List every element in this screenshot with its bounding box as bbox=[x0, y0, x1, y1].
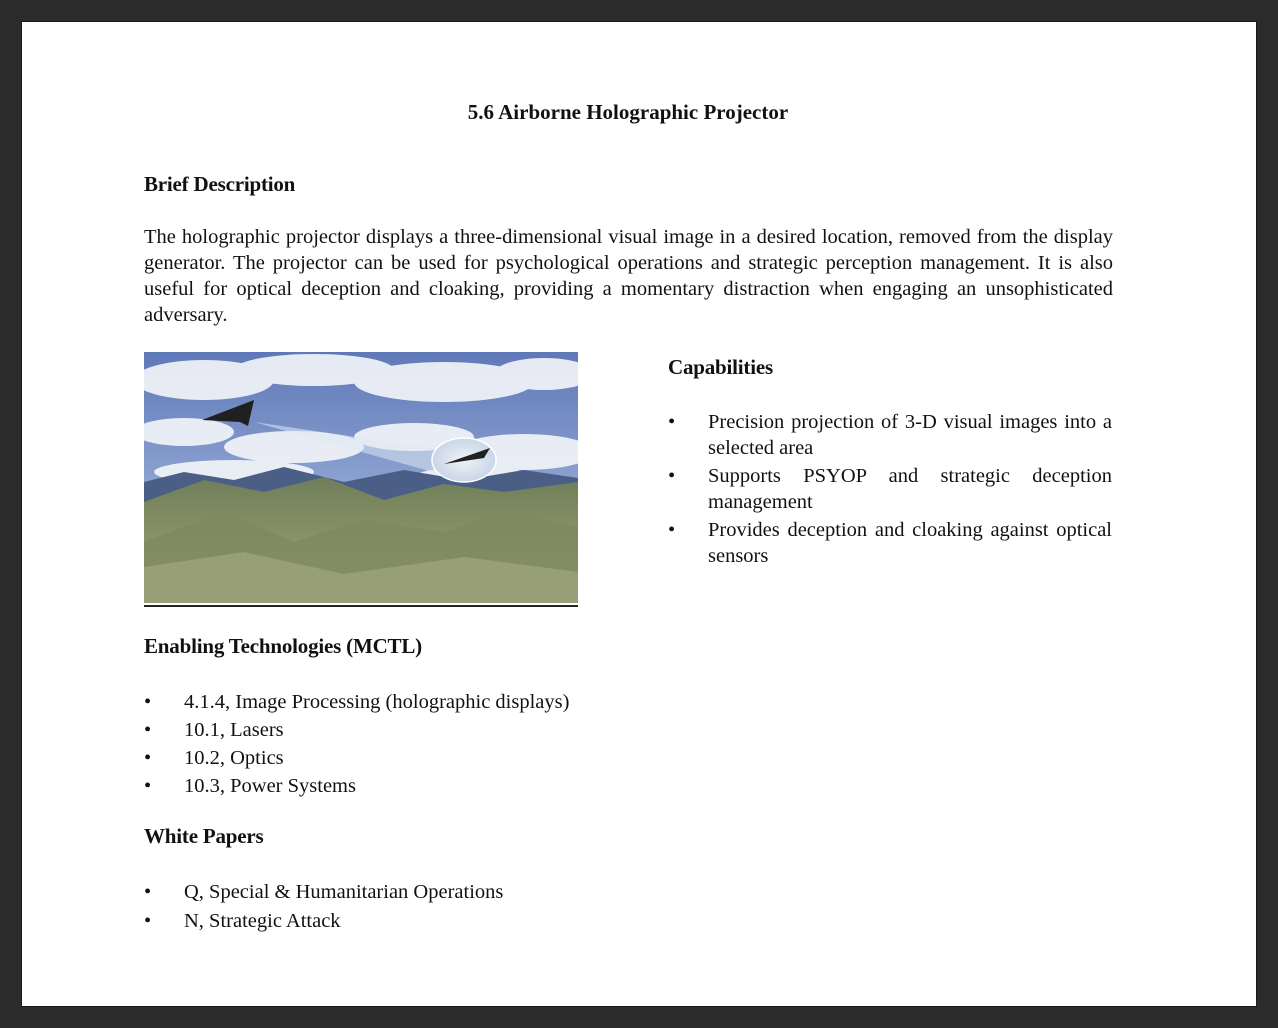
technology-text: 10.1, Lasers bbox=[184, 719, 284, 741]
list-item bbox=[144, 688, 664, 716]
bullet: • bbox=[144, 881, 152, 903]
capability-text: Supports PSYOP and strategic deception management bbox=[708, 465, 1112, 513]
brief-description-text: The holographic projector displays a three-dimensional visual image in a desired location, removed from the display generator. The projector can be used for psychological operations and strategic perception management. It is also useful for optical deception and cloaking, providing a momentary distraction when engaging an unsophisticated adversary. bbox=[144, 226, 1113, 326]
white-papers-list bbox=[144, 878, 664, 936]
enabling-technologies-heading: Enabling Technologies (MCTL) bbox=[144, 634, 422, 658]
technology-text: 4.1.4, Image Processing (holographic displays) bbox=[184, 691, 570, 713]
white-papers-heading: White Papers bbox=[144, 824, 264, 848]
bullet: • bbox=[144, 910, 152, 932]
bullet: • bbox=[668, 519, 676, 541]
list-item bbox=[668, 409, 1112, 461]
capability-text: Provides deception and cloaking against optical sensors bbox=[708, 519, 1112, 567]
illustration-graphic bbox=[144, 352, 578, 603]
list-item bbox=[144, 716, 664, 744]
bullet: • bbox=[144, 719, 152, 741]
list-item bbox=[144, 878, 664, 907]
capabilities-heading: Capabilities bbox=[668, 355, 773, 379]
bullet: • bbox=[668, 465, 676, 487]
enabling-technologies-list bbox=[144, 688, 664, 800]
capabilities-list bbox=[668, 409, 1112, 571]
capability-text: Precision projection of 3-D visual images into a selected area bbox=[708, 411, 1112, 459]
bullet: • bbox=[144, 775, 152, 797]
list-item bbox=[144, 907, 664, 936]
holographic-projection-illustration bbox=[144, 352, 578, 607]
document-page bbox=[22, 22, 1256, 1006]
page-title: 5.6 Airborne Holographic Projector bbox=[467, 100, 789, 124]
technology-text: 10.3, Power Systems bbox=[184, 775, 356, 797]
list-item bbox=[668, 463, 1112, 515]
bullet: • bbox=[144, 691, 152, 713]
white-paper-text: N, Strategic Attack bbox=[184, 910, 341, 932]
brief-description-heading: Brief Description bbox=[144, 172, 296, 196]
list-item bbox=[668, 517, 1112, 569]
bullet: • bbox=[668, 411, 676, 433]
bullet: • bbox=[144, 747, 152, 769]
list-item bbox=[144, 772, 664, 800]
list-item bbox=[144, 744, 664, 772]
white-paper-text: Q, Special & Humanitarian Operations bbox=[184, 881, 504, 903]
technology-text: 10.2, Optics bbox=[184, 747, 284, 769]
